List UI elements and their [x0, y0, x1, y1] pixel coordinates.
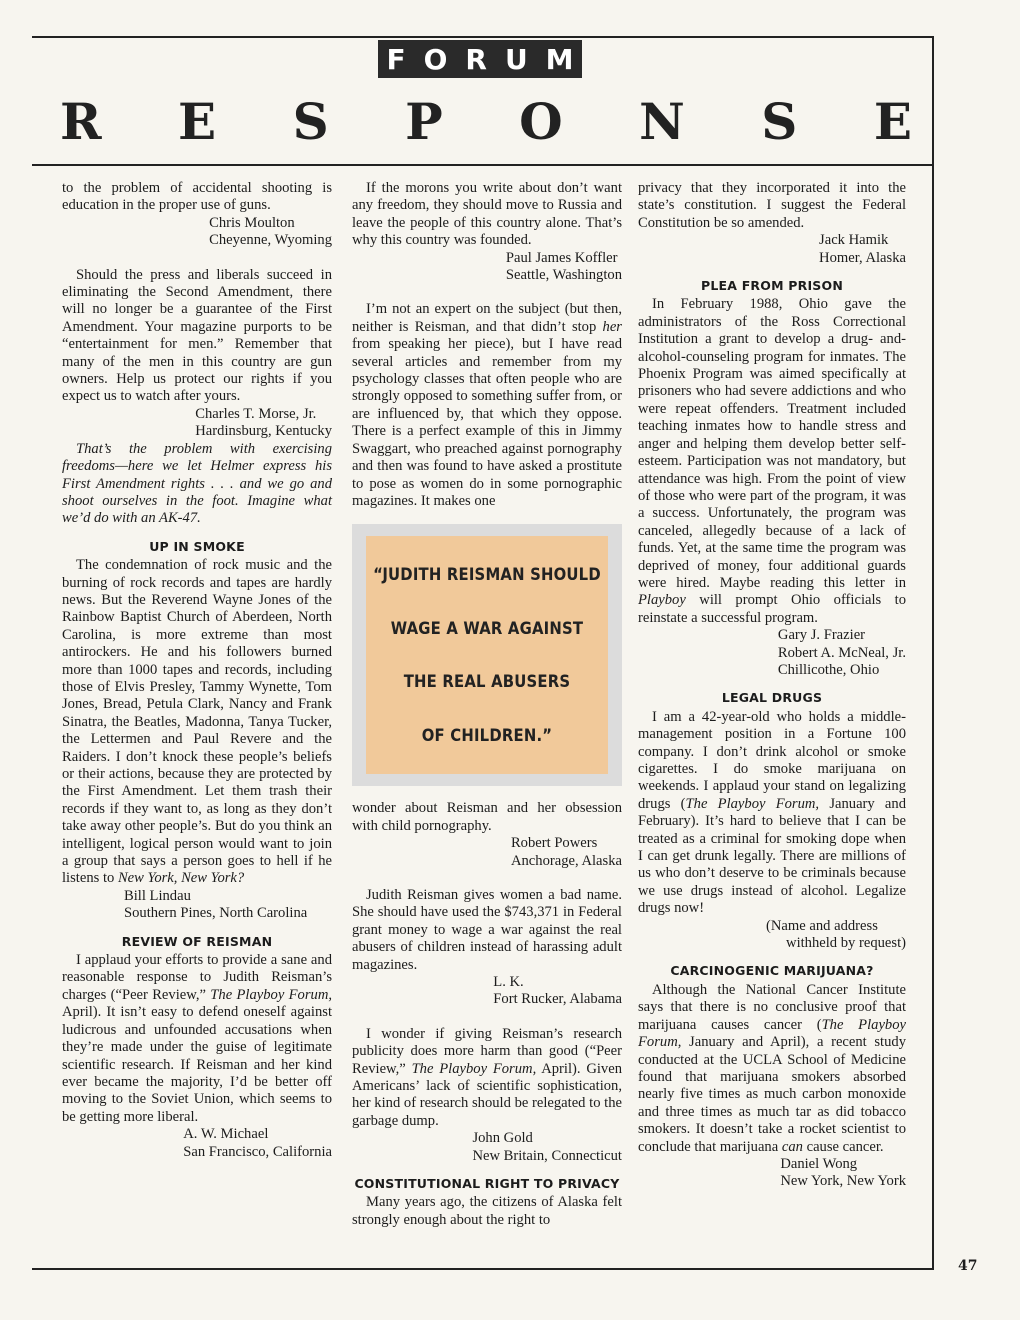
letter-emphasis: New York, New York? — [117, 870, 245, 887]
letter-emphasis: The Playboy Forum, — [210, 986, 333, 1003]
letter-paragraph: If the morons you write about don’t want any freedom, they should move to Russia and leave the people of this country alone. That’s why this country was founded. — [352, 180, 622, 249]
top-rule — [32, 36, 934, 38]
signature-place: Hardinsburg, Kentucky — [195, 423, 332, 440]
signature-name: A. W. Michael — [183, 1126, 269, 1143]
column-middle — [352, 180, 622, 1229]
letter-paragraph: privacy that they incorporated it into the state’s constitution. I suggest the Federal Constitution be so amended. — [638, 180, 906, 231]
letter-paragraph — [638, 296, 906, 627]
letter-text: January and April), a recent study conducted at the UCLA School of Medicine found that marijuana smokers absorbed nearly five times as much carbon monoxide and three times as much tar as did tobacco smokers. It doesn’t take a rocket scientist to conclude that marijuana — [638, 1034, 906, 1155]
right-rule — [932, 36, 934, 1270]
letter-paragraph — [638, 709, 906, 918]
title-letter: R — [60, 91, 102, 151]
signature-place: New York, New York — [780, 1173, 906, 1190]
signature — [766, 918, 906, 953]
letter-text: April). Given Americans’ lack of scientific sophistication, her kind of research should be relegated to the garbage dump. — [352, 1060, 622, 1129]
column-left — [62, 180, 332, 1161]
letter-text: I applaud your efforts to provide a sane and reasonable response to Judith Reisman’s charges (“Peer Review,” — [62, 952, 332, 1003]
section-heading: LEGAL DRUGS — [721, 690, 823, 706]
signature — [183, 1126, 332, 1161]
signature-name: (Name and address — [766, 917, 878, 934]
signature — [209, 215, 332, 250]
signature-place: Chillicothe, Ohio — [777, 661, 880, 678]
column-right — [638, 180, 906, 1191]
page-title — [60, 90, 912, 152]
section-heading: PLEA FROM PRISON — [701, 278, 843, 294]
signature-place: Homer, Alaska — [819, 249, 906, 266]
letter-text: Although the National Cancer Institute says that there is no conclusive proof that marijuana causes cancer ( — [638, 981, 906, 1033]
title-letter: P — [405, 91, 443, 151]
letter-emphasis: The Playboy Forum, — [638, 1016, 906, 1051]
letter-emphasis: can — [781, 1138, 803, 1155]
letter-text: April). It isn’t easy to defend oneself against ludicrous and unfounded accusations when they’re made under the guise of legitimate scientific research. If Reisman and her kind ever became the majority, I’d be better off moving to the Soviet Union, which seems to be getting more liberal. — [62, 1004, 332, 1125]
signature — [493, 974, 622, 1009]
title-letter: N — [639, 91, 685, 151]
signature-name: L. K. — [493, 973, 524, 990]
letter-text: In February 1988, Ohio gave the administrators of the Ross Correctional Institution a grant to develop a drug- and-alcohol-counseling program for inmates. The Phoenix Program was aimed specifically at prisoners who had severe addictions and who were repeat offenders. Treatment included teaching inmates how to handle stress and anger and helping them develop better self-esteem. Participation was not mandatory, but attendance was high. From the point of view of those who were part of the program, it was a success. Unfortunately, the program was canceled, allegedly because of a lack of funds. Yet, at the same time the program was deprived of money, four additional guards were hired. Maybe reading this letter in — [638, 296, 906, 591]
letter-text: I wonder if giving Reisman’s research publicity does more harm than good (“Peer Review,” — [352, 1025, 622, 1077]
signature-place: Southern Pines, North Carolina — [124, 905, 308, 922]
title-letter: O — [519, 91, 563, 151]
signature-name: Paul James Koffler — [505, 249, 618, 266]
signature-name: Robert A. McNeal, Jr. — [777, 644, 906, 661]
signature — [124, 888, 307, 923]
letter-emphasis: her — [602, 318, 622, 335]
title-letter: S — [761, 91, 798, 151]
letter-paragraph — [638, 982, 906, 1156]
signature-place: San Francisco, California — [183, 1143, 332, 1160]
signature — [780, 1156, 906, 1191]
title-letter: E — [873, 91, 912, 151]
letter-paragraph: Many years ago, the citizens of Alaska felt strongly enough about the right to — [352, 1194, 622, 1228]
letter-paragraph — [62, 952, 332, 1126]
section-heading: REVIEW OF REISMAN — [121, 933, 273, 949]
letter-emphasis: The Playboy Forum, — [411, 1060, 537, 1077]
signature-name: Jack Hamik — [819, 232, 889, 249]
letter-text: I’m not an expert on the subject (but then, neither is Reisman, and that didn’t stop — [352, 301, 622, 335]
signature-name: John Gold — [472, 1130, 533, 1147]
signature — [511, 835, 622, 870]
signature — [819, 232, 906, 267]
signature — [195, 406, 332, 441]
pull-quote-line: THE REAL ABUSERS — [403, 672, 571, 692]
signature — [778, 627, 906, 679]
signature-name: Charles T. Morse, Jr. — [195, 405, 317, 422]
signature-place: withheld by request) — [786, 935, 906, 952]
signature-name: Daniel Wong — [780, 1155, 858, 1172]
signature-place: Cheyenne, Wyoming — [209, 232, 332, 249]
section-label: FORUM — [378, 40, 582, 78]
letter-text: The condemnation of rock music and the burning of rock records and tapes are hardly news. But the Reverend Wayne Jones of the Rainbow Baptist Church of Aberdeen, North Carolina, is more extreme than most antirockers. He and his followers burned more than 1000 tapes and records, including those of Elvis Presley, Tammy Wynette, Tom Jones, Bread, Petula Clark, Nancy and Frank Sinatra, the Beatles, Madonna, Tanya Tucker, the Lettermen and Paul Revere and the Raiders. I don’t knock these people’s beliefs or their actions, because they are protected by the First Amendment. Let them trash their records if they want to, as long as they don’t take away other people’s. But do you think an intelligent, logical person would want to join a group that says a person goes to hell if he listens to — [62, 557, 332, 887]
letter-text: January and February). It’s hard to believe that I can be treated as a criminal for smoking dope when I can get drunk legally. There are millions of us who don’t deserve to be criminals because we use drugs instead of alcohol. Legalize drugs now! — [638, 795, 906, 917]
editor-reply: That’s the problem with exercising freedoms—here we let Helmer express his First Amendment rights . . . and we go and shoot ourselves in the foot. Imagine what we’d do with an AK-47. — [62, 440, 332, 527]
pull-quote — [352, 524, 622, 786]
signature-place: Anchorage, Alaska — [510, 852, 622, 869]
signature-name: Robert Powers — [510, 835, 598, 852]
letter-emphasis: The Playboy Forum, — [685, 795, 820, 812]
letter-paragraph: wonder about Reisman and her obsession with child pornography. — [352, 800, 622, 834]
letter-text: from speaking her piece), but I have read several articles and remember from my psychology classes that often people who are strongly opposed to something suffer from, or are influenced by, that which they oppose. There is a perfect example of this in Jimmy Swaggart, who preached against pornography and then was found to have asked a prostitute to pose as women do in some pornographic magazines. It makes one — [352, 336, 622, 509]
pull-quote-line: WAGE A WAR AGAINST — [390, 618, 584, 638]
letter-paragraph: Should the press and liberals succeed in eliminating the Second Amendment, there will no longer be a guarantee of the First Amendment. Your magazine purports to be “entertainment for men.” Remember that many of the men in this country are gun owners. Help us protect our rights if you expect us to watch after yours. — [62, 266, 332, 405]
letter-emphasis: Playboy — [638, 592, 686, 609]
letter-paragraph — [352, 1026, 622, 1130]
pull-quote-line: “JUDITH REISMAN SHOULD — [373, 565, 601, 585]
bottom-rule — [32, 1268, 934, 1270]
letter-paragraph — [62, 557, 332, 888]
title-letter: S — [292, 91, 329, 151]
signature-name: Gary J. Frazier — [777, 627, 866, 644]
signature-name: Chris Moulton — [209, 214, 295, 231]
title-letter: E — [178, 91, 217, 151]
letter-text: will prompt Ohio officials to reinstate a successful program. — [638, 592, 906, 626]
letter-text: cause cancer. — [806, 1138, 884, 1155]
header-rule — [32, 164, 934, 166]
signature — [472, 1130, 622, 1165]
section-heading: CONSTITUTIONAL RIGHT TO PRIVACY — [354, 1176, 620, 1192]
pull-quote-line: OF CHILDREN.” — [421, 725, 553, 745]
signature-place: New Britain, Connecticut — [472, 1147, 622, 1164]
signature-name: Bill Lindau — [124, 887, 191, 904]
section-heading: CARCINOGENIC MARIJUANA? — [670, 963, 874, 979]
pull-quote-box — [366, 536, 608, 774]
signature — [506, 250, 622, 285]
page-number: 47 — [958, 1258, 978, 1274]
section-heading: UP IN SMOKE — [149, 538, 245, 554]
letter-paragraph — [352, 301, 622, 510]
letter-text: I am a 42-year-old who holds a middle-management position in a Fortune 100 company. I don’t drink alcohol or smoke cigarettes. I do smoke marijuana on weekends. I applaud your stand on legalizing drugs ( — [638, 708, 906, 812]
letter-paragraph: Judith Reisman gives women a bad name. She should have used the $743,371 in Federal grant money to wage a war against the real abusers of children instead of harassing adult magazines. — [352, 886, 622, 973]
signature-place: Seattle, Washington — [505, 267, 622, 284]
letter-paragraph: to the problem of accidental shooting is education in the proper use of guns. — [62, 180, 332, 214]
signature-place: Fort Rucker, Alabama — [493, 991, 622, 1008]
